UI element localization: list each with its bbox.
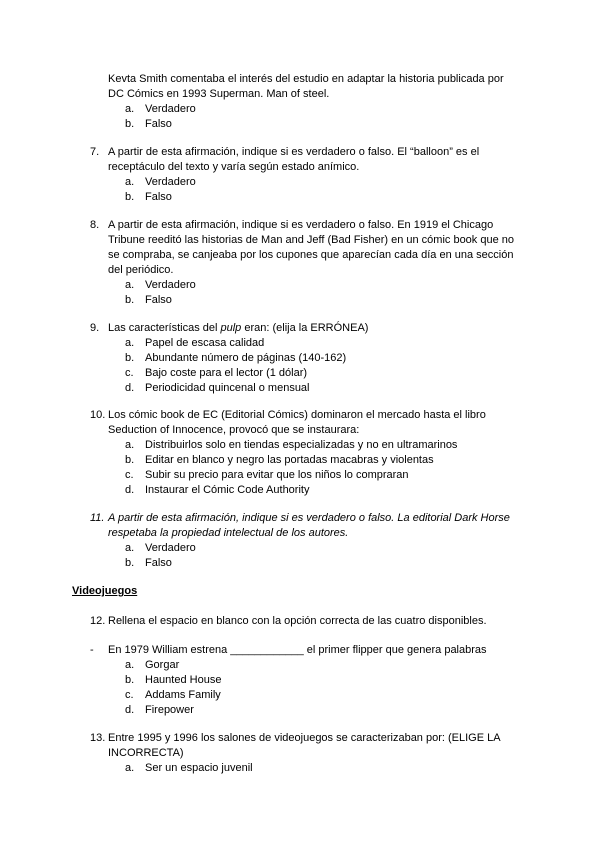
option-c: c. Addams Family [125, 689, 221, 701]
question-number: 9. [90, 322, 100, 334]
option-a: a. Ser un espacio juvenil [125, 762, 253, 774]
option-b: b. Falso [125, 118, 172, 130]
option-b: b. Haunted House [125, 674, 222, 686]
question-8 [90, 218, 520, 308]
option-b: b. Falso [125, 191, 172, 203]
question-number: 12. [90, 615, 106, 627]
option-b: b. Editar en blanco y negro las portadas macabras y violentas [125, 454, 434, 466]
question-text: 8. A partir de esta afirmación, indique si es verdadero o falso. En 1919 el Chicago Tribune reeditó las historias de Man and Jeff (Bad Fisher) en un cómic book que no se compraba, se canjeaba por los cupones que aparecían cada día en una sección del periódico. [90, 219, 515, 276]
question-6-continuation [90, 72, 520, 132]
question-10 [90, 408, 520, 498]
question-number: 7. [90, 146, 100, 158]
option-c: c. Subir su precio para evitar que los niños lo compraran [125, 469, 409, 481]
option-a: a. Verdadero [125, 103, 196, 115]
question-12 [90, 614, 520, 629]
question-text: 9. Las características del pulp eran: (elija la ERRÓNEA) [90, 322, 369, 334]
option-a: a. Verdadero [125, 542, 196, 554]
dash-marker: - [90, 644, 94, 656]
options-list [90, 541, 520, 571]
option-b: b. Falso [125, 557, 172, 569]
question-number: 10. [90, 409, 106, 421]
question-text: 13. Entre 1995 y 1996 los salones de videojuegos se caracterizaban por: (ELIGE LA INCORRECTA) [90, 732, 500, 759]
question-number: 11. [90, 512, 105, 524]
question-text: 7. A partir de esta afirmación, indique si es verdadero o falso. El “balloon” es el receptáculo del texto y varía según estado anímico. [90, 146, 480, 173]
question-9 [90, 321, 520, 396]
option-d: d. Instaurar el Cómic Code Authority [125, 484, 310, 496]
question-text: 12. Rellena el espacio en blanco con la opción correcta de las cuatro disponibles. [90, 615, 487, 627]
option-a: a. Papel de escasa calidad [125, 337, 265, 349]
fill-in-prompt: - En 1979 William estrena ____________ el primer flipper que genera palabras [90, 644, 487, 656]
question-text: 10. Los cómic book de EC (Editorial Cómics) dominaron el mercado hasta el libro Seduction of Innocence, provocó que se instaurara: [90, 409, 486, 436]
option-b: b. Abundante número de páginas (140-162) [125, 352, 347, 364]
option-a: a. Gorgar [125, 659, 180, 671]
option-a: a. Distribuirlos solo en tiendas especializadas y no en ultramarinos [125, 439, 458, 451]
options-list [90, 175, 520, 205]
options-list [90, 438, 520, 498]
option-a: a. Verdadero [125, 176, 196, 188]
question-12-prompt [90, 643, 520, 718]
question-number: 8. [90, 219, 100, 231]
option-c: c. Bajo coste para el lector (1 dólar) [125, 367, 308, 379]
question-text: 11. A partir de esta afirmación, indique si es verdadero o falso. La editorial Dark Horse respetaba la propiedad intelectual de los autores. [90, 512, 510, 539]
options-list [90, 278, 520, 308]
question-11 [90, 511, 520, 571]
options-list [90, 336, 520, 396]
section-title: Videojuegos [72, 585, 138, 597]
question-number: 13. [90, 732, 106, 744]
option-a: a. Verdadero [125, 279, 196, 291]
option-d: d. Periodicidad quincenal o mensual [125, 382, 310, 394]
option-b: b. Falso [125, 294, 172, 306]
options-list [90, 658, 520, 718]
options-list [90, 102, 520, 132]
question-text: Kevta Smith comentaba el interés del estudio en adaptar la historia publicada por DC Cómics en 1993 Superman. Man of steel. [108, 73, 504, 100]
question-13 [90, 731, 520, 776]
question-7 [90, 145, 520, 205]
options-list [90, 761, 520, 776]
option-d: d. Firepower [125, 704, 194, 716]
